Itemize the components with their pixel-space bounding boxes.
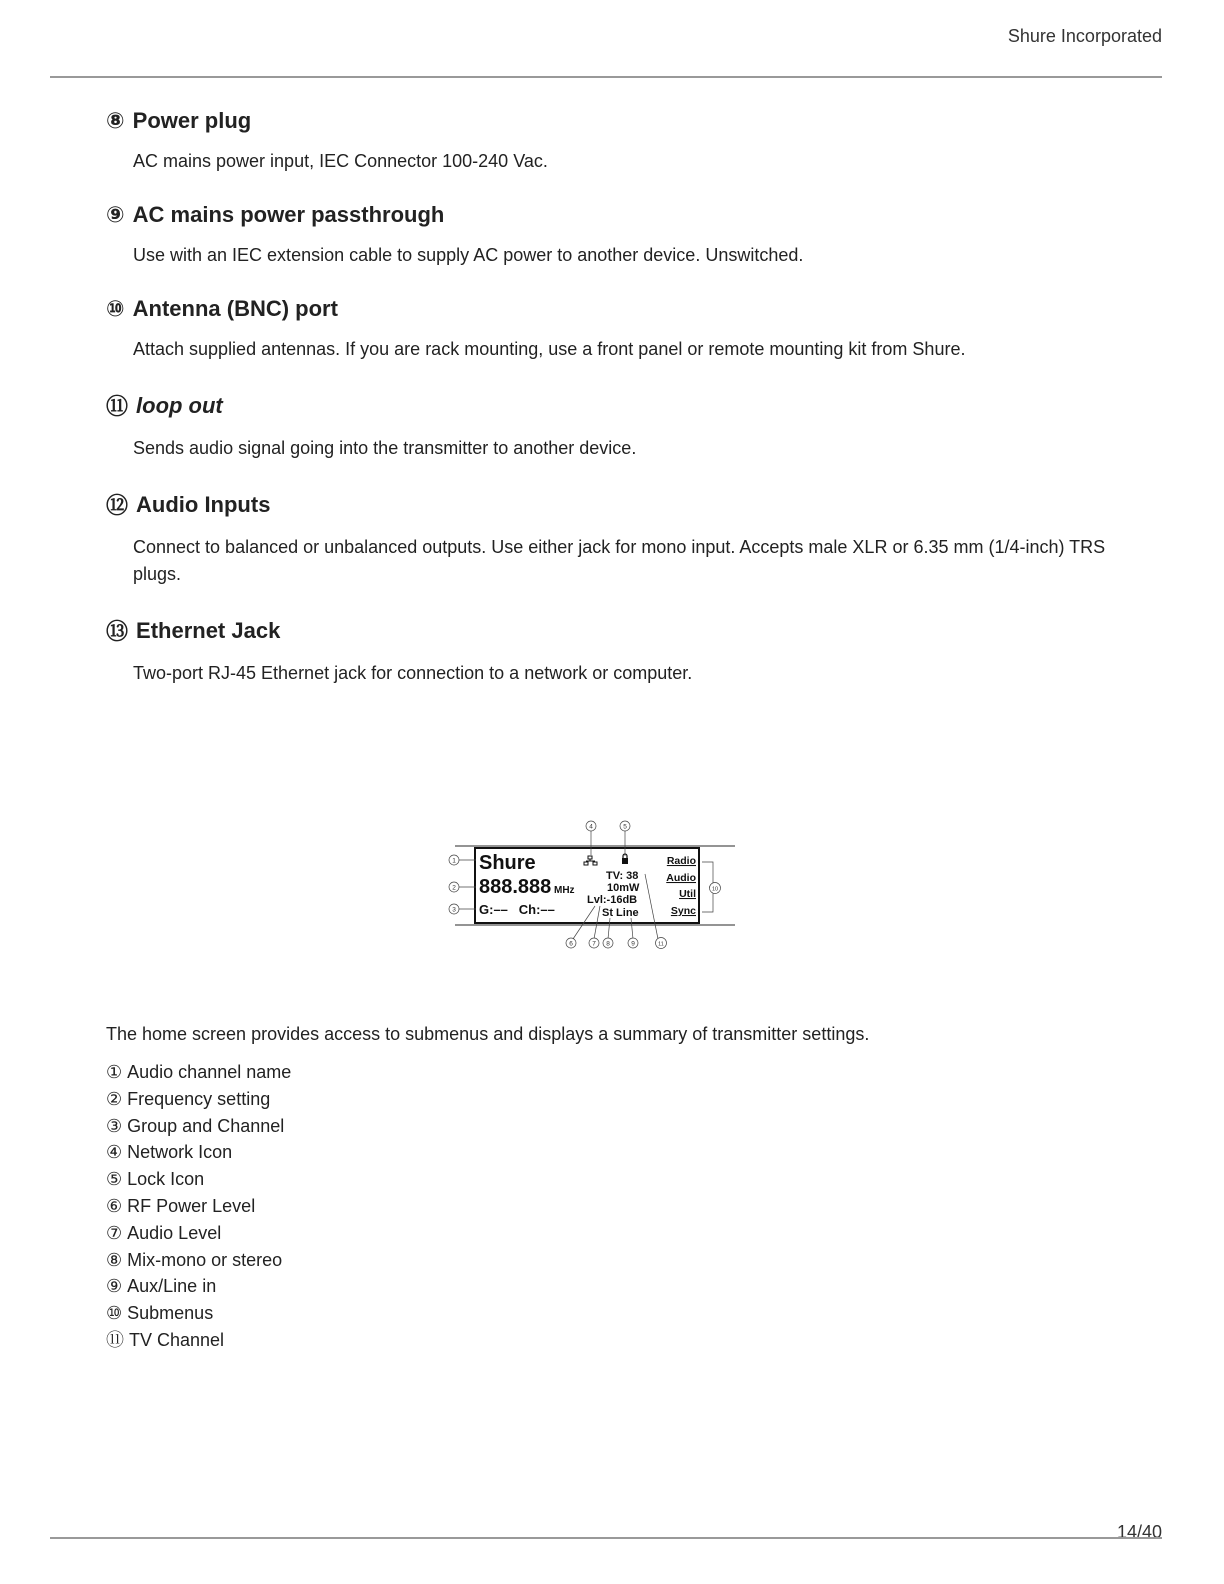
- home-screen-intro: The home screen provides access to submenus and displays a summary of transmitter settings.: [106, 1024, 870, 1044]
- section-number: ⑧: [106, 108, 125, 133]
- svg-text:4: 4: [589, 823, 593, 831]
- display-mode: St Line: [602, 907, 639, 919]
- section-body: Connect to balanced or unbalanced outputs. Use either jack for mono input. Accepts male XLR or 6.35 mm (1/4-inch) TRS plugs.: [133, 537, 1106, 584]
- legend-label: Lock Icon: [127, 1169, 205, 1190]
- display-group-channel: G:–– Ch:––: [479, 902, 555, 917]
- legend-item: [106, 1193, 291, 1220]
- legend-number: ⑤: [106, 1169, 123, 1190]
- legend-label: RF Power Level: [127, 1195, 256, 1216]
- svg-text:8: 8: [606, 940, 610, 948]
- svg-text:2: 2: [452, 884, 456, 892]
- section-title: AC mains power passthrough: [132, 202, 445, 227]
- display-frequency: 888.888: [479, 876, 552, 898]
- legend-number: ①: [106, 1062, 123, 1082]
- header-company: Shure Incorporated: [1007, 26, 1162, 46]
- home-screen-svg: [445, 816, 745, 956]
- callout-7: [589, 938, 599, 948]
- display-freq-unit: MHz: [554, 885, 575, 896]
- legend-number: ③: [106, 1115, 123, 1136]
- svg-text:7: 7: [592, 940, 596, 948]
- legend-label: Submenus: [127, 1303, 214, 1324]
- legend-number: ②: [106, 1088, 123, 1109]
- legend-number: ⑩: [106, 1303, 123, 1324]
- section-title: loop out: [136, 392, 223, 418]
- callout-5: [620, 821, 630, 831]
- section-body: Two-port RJ-45 Ethernet jack for connection to a network or computer.: [133, 663, 693, 683]
- callout-8: [603, 938, 613, 948]
- display-tv-channel: TV: 38: [606, 870, 639, 882]
- callout-3: [449, 904, 459, 914]
- section-number: ⑫: [106, 493, 129, 518]
- legend-label: Audio channel name: [127, 1062, 292, 1082]
- legend-label: Audio Level: [127, 1222, 222, 1243]
- legend-label: Frequency setting: [127, 1088, 271, 1109]
- svg-text:9: 9: [631, 940, 635, 948]
- callout-1: [449, 855, 459, 865]
- section-number: ⑩: [106, 296, 125, 321]
- page-number: 14/40: [1116, 1522, 1162, 1542]
- svg-text:5: 5: [623, 823, 627, 831]
- legend-number: ⑥: [106, 1195, 123, 1216]
- section-title: Power plug: [132, 108, 252, 133]
- legend-item: [106, 1166, 291, 1193]
- legend-number: ⑨: [106, 1276, 123, 1297]
- display-audio-level: Lvl:-16dB: [587, 894, 638, 906]
- section-body: AC mains power input, IEC Connector 100-240 Vac.: [133, 151, 548, 171]
- svg-text:1: 1: [452, 857, 456, 865]
- section-loop-out: [106, 390, 1106, 462]
- legend-item: [106, 1139, 291, 1166]
- svg-text:3: 3: [452, 906, 456, 914]
- svg-text:6: 6: [569, 940, 573, 948]
- section-number: ⑬: [106, 619, 129, 644]
- section-audio-inputs: [106, 489, 1106, 588]
- svg-text:11: 11: [658, 941, 664, 948]
- callout-2: [449, 882, 459, 892]
- section-body: Attach supplied antennas. If you are rack mounting, use a front panel or remote mounting kit from Shure.: [133, 339, 966, 359]
- legend-number: ⑦: [106, 1222, 123, 1243]
- section-ethernet-jack: [106, 615, 1106, 687]
- menu-audio: Audio: [666, 872, 696, 884]
- legend-item: [106, 1220, 291, 1247]
- callout-11: [656, 938, 667, 949]
- legend-number: ⑧: [106, 1249, 123, 1270]
- menu-radio: Radio: [666, 855, 696, 867]
- section-body: Sends audio signal going into the transmitter to another device.: [133, 438, 637, 458]
- home-screen-diagram: [445, 816, 745, 956]
- display-rf-power: 10mW: [607, 882, 640, 894]
- legend-item: [106, 1327, 291, 1354]
- header-divider: [50, 76, 1162, 78]
- display-channel-name: Shure: [479, 852, 536, 874]
- menu-util: Util: [679, 888, 696, 900]
- section-number: ⑪: [106, 394, 129, 419]
- legend-item: [106, 1273, 291, 1300]
- legend-label: Mix-mono or stereo: [127, 1249, 283, 1270]
- footer-divider: [50, 1537, 1162, 1539]
- section-power-plug: [106, 108, 1106, 175]
- legend-item: [106, 1059, 291, 1086]
- legend-label: Network Icon: [127, 1142, 233, 1163]
- legend-number: ④: [106, 1142, 123, 1163]
- section-title: Audio Inputs: [136, 491, 271, 517]
- menu-sync: Sync: [670, 905, 696, 917]
- legend-label: Group and Channel: [127, 1115, 285, 1136]
- legend-item: [106, 1247, 291, 1274]
- home-screen-legend: [106, 1059, 291, 1354]
- callout-4: [586, 821, 596, 831]
- legend-label: TV Channel: [129, 1329, 225, 1350]
- section-title: Ethernet Jack: [136, 617, 281, 643]
- callout-6: [566, 938, 576, 948]
- section-ac-passthrough: [106, 202, 1106, 269]
- section-body: Use with an IEC extension cable to supply AC power to another device. Unswitched.: [133, 245, 804, 265]
- connector-descriptions: [106, 108, 1106, 714]
- callout-9: [628, 938, 638, 948]
- legend-number: ⑪: [106, 1329, 124, 1350]
- svg-text:10: 10: [711, 886, 719, 893]
- section-number: ⑨: [106, 202, 125, 227]
- legend-label: Aux/Line in: [127, 1276, 217, 1297]
- callout-10: [710, 883, 721, 894]
- legend-item: [106, 1113, 291, 1140]
- legend-item: [106, 1086, 291, 1113]
- section-title: Antenna (BNC) port: [132, 296, 338, 321]
- legend-item: [106, 1300, 291, 1327]
- section-antenna-port: [106, 296, 1106, 363]
